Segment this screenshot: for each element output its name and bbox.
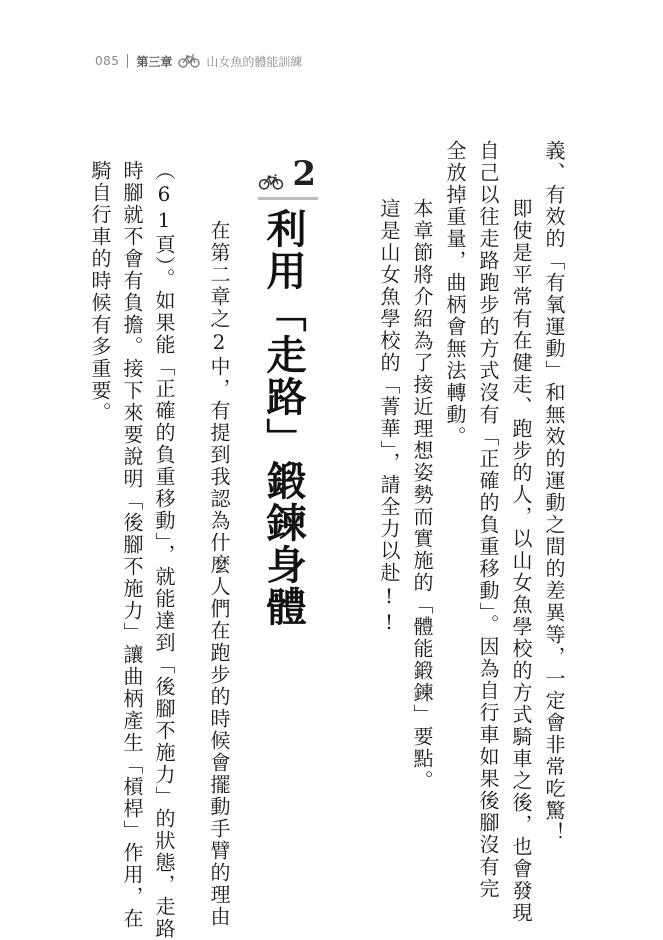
- bicycle-icon: [258, 174, 284, 194]
- text-column: 騎自行車的時候有多重要。: [88, 160, 112, 424]
- book-title: 山女魚的體能訓練: [206, 54, 303, 69]
- text-column: 全放掉重量，曲柄會無法轉動。: [443, 140, 467, 448]
- text-column: 義、有效的「有氧運動」和無效的運動之間的差異等，一定會非常吃驚！: [542, 140, 566, 844]
- text-column: 在第二章之2中，有提到我認為什麼人們在跑步的時候會擺動手臂的理由: [207, 220, 231, 928]
- text-column: 時腳就不會有負擔。接下來要說明「後腳不施力」讓曲柄產生「槓桿」作用，在: [120, 160, 144, 930]
- running-header: [95, 52, 302, 70]
- section-rule: [258, 197, 318, 200]
- chapter-label: 第三章: [136, 54, 173, 69]
- text-column: 本章節將介紹為了接近理想姿勢而實施的「體能鍛鍊」要點。: [410, 198, 434, 792]
- text-column: （61頁）。如果能「正確的負重移動」，就能達到「後腳不施力」的狀態，走路: [152, 160, 176, 940]
- text-column: 自己以往走路跑步的方式沒有「正確的負重移動」。因為自行車如果後腳沒有完: [476, 140, 500, 900]
- page-number: 085: [95, 54, 120, 68]
- bicycle-icon: [178, 54, 200, 68]
- text-column: 這是山女魚學校的「菁華」，請全力以赴!!: [377, 198, 401, 636]
- section-number: 2: [292, 154, 316, 194]
- text-column: 即使是平常有在健走、跑步的人，以山女魚學校的方式騎車之後，也會發現: [509, 198, 533, 924]
- section-title: 利用「走路」鍛鍊身體: [260, 208, 306, 628]
- header-divider: [127, 54, 128, 68]
- section-number-block: [258, 154, 318, 200]
